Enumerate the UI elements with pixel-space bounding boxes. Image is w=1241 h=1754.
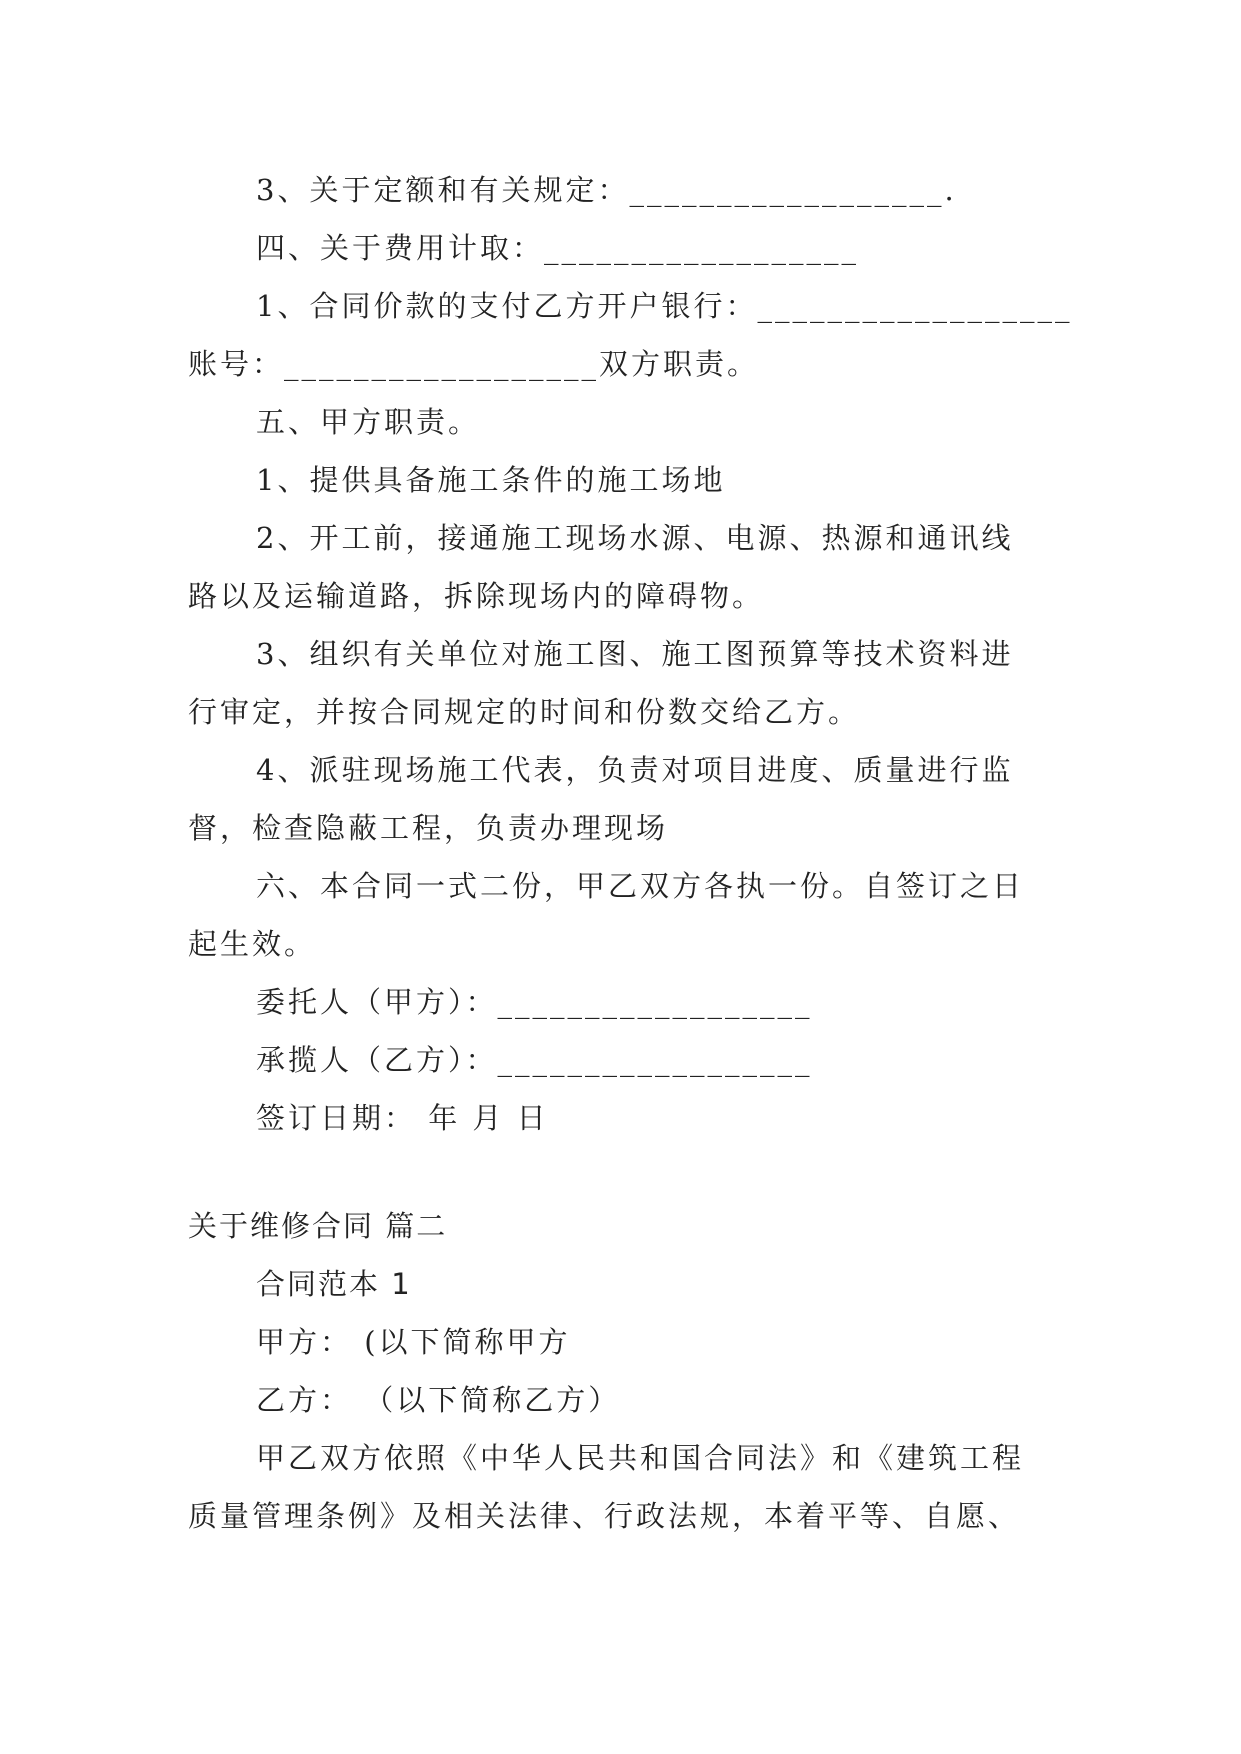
duty-4-line-1: 4、派驻现场施工代表，负责对项目进度、质量进行监 <box>256 753 1014 787</box>
party-a-line: 甲方： (以下简称甲方 <box>256 1325 571 1359</box>
preamble-line-2: 质量管理条例》及相关法律、行政法规，本着平等、自愿、 <box>188 1499 1021 1533</box>
section-four-fees: 四、关于费用计取：__________________ <box>256 231 860 265</box>
client-party-a: 委托人（甲方）：__________________ <box>256 985 813 1019</box>
clause-quota-rules: 3、关于定额和有关规定：__________________. <box>256 173 957 207</box>
contractor-party-b: 承揽人（乙方）：__________________ <box>256 1043 813 1077</box>
duty-3-line-1: 3、组织有关单位对施工图、施工图预算等技术资料进 <box>256 637 1014 671</box>
clause-payment-bank: 1、合同价款的支付乙方开户银行：__________________ <box>256 289 1073 323</box>
preamble-line-1: 甲乙双方依照《中华人民共和国合同法》和《建筑工程 <box>256 1441 1025 1475</box>
party-b-line: 乙方： （以下简称乙方） <box>256 1383 621 1417</box>
duty-2-line-2: 路以及运输道路，拆除现场内的障碍物。 <box>188 579 765 613</box>
clause-account-number: 账号：__________________双方职责。 <box>188 347 760 381</box>
section-six-line-2: 起生效。 <box>188 927 317 961</box>
section-five-party-a-duties: 五、甲方职责。 <box>256 405 481 439</box>
section-heading: 关于维修合同 篇二 <box>188 1209 448 1243</box>
duty-3-line-2: 行审定，并按合同规定的时间和份数交给乙方。 <box>188 695 861 729</box>
template-title: 合同范本 1 <box>256 1267 412 1301</box>
duty-2-line-1: 2、开工前，接通施工现场水源、电源、热源和通讯线 <box>256 521 1014 555</box>
duty-4-line-2: 督，检查隐蔽工程，负责办理现场 <box>188 811 669 845</box>
signing-date: 签订日期： 年 月 日 <box>256 1101 549 1135</box>
duty-1: 1、提供具备施工条件的施工场地 <box>256 463 726 497</box>
section-six-line-1: 六、本合同一式二份，甲乙双方各执一份。自签订之日 <box>256 869 1025 903</box>
